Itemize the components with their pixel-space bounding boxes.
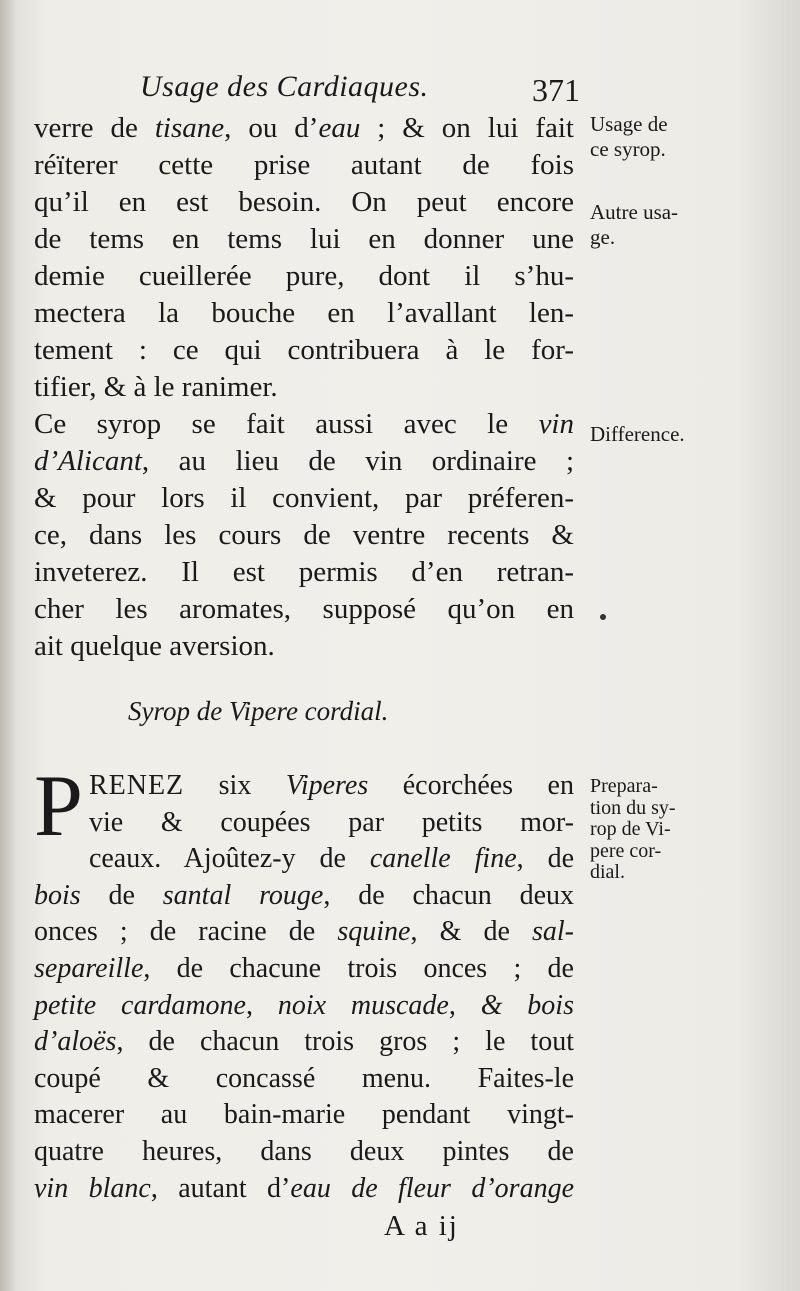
text-line	[34, 147, 574, 184]
text-line	[34, 841, 574, 878]
text-line	[34, 480, 574, 517]
margin-note-line: ge.	[590, 225, 616, 249]
text-run: onces ; de racine de	[34, 916, 338, 948]
text-run: verre de	[34, 112, 155, 144]
drop-cap: P	[34, 758, 83, 855]
text-line	[34, 554, 574, 591]
text-run: ce, dans les cours de ventre recents &	[34, 519, 574, 551]
text-run: ,	[448, 989, 481, 1021]
text-run: de	[80, 879, 163, 911]
text-line	[34, 878, 574, 915]
text-run: six	[184, 770, 286, 801]
margin-note-line: Usage de	[590, 112, 668, 136]
text-line	[34, 517, 574, 554]
text-line	[34, 443, 574, 480]
text-line	[34, 1134, 574, 1171]
text-run: qu’il en est besoin. On peut encore	[34, 186, 574, 218]
text-run: , au lieu de vin ordinaire ;	[141, 445, 574, 477]
text-line	[34, 1171, 574, 1208]
text-run: quatre heures, dans deux pintes de	[34, 1135, 574, 1167]
italic-run: petite cardamone	[34, 989, 246, 1021]
italic-run: & bois	[480, 989, 574, 1021]
text-line	[34, 258, 574, 295]
text-line	[34, 110, 574, 147]
text-line	[34, 591, 574, 628]
text-run: inveterez. Il est permis d’en retran-	[34, 556, 574, 588]
italic-run: canelle fine	[369, 843, 517, 875]
text-run: réïterer cette prise autant de fois	[34, 149, 574, 181]
text-line	[34, 295, 574, 332]
text-line	[34, 805, 574, 842]
margin-note-other-usage	[590, 200, 678, 250]
running-title: Usage des Cardiaques.	[140, 70, 429, 103]
italic-run: Viperes	[285, 770, 369, 801]
text-run: Ce syrop se fait aussi avec le	[34, 408, 539, 440]
text-run: ,	[245, 989, 278, 1021]
italic-run: noix muscade	[277, 989, 449, 1021]
margin-note-line: Prepara-	[590, 775, 658, 797]
paragraph-2	[34, 406, 574, 665]
margin-note-line: ce syrop.	[590, 137, 666, 161]
italic-run: d’Alicant	[34, 445, 142, 477]
text-line	[34, 988, 574, 1025]
italic-run: tisane	[154, 112, 225, 144]
text-line	[34, 369, 574, 406]
text-run: , autant d’	[150, 1172, 291, 1204]
margin-note-preparation	[590, 776, 676, 884]
text-run: mectera la bouche en l’avallant len-	[34, 297, 574, 329]
italic-run: eau de fleur d’orange	[290, 1172, 574, 1204]
italic-run: vin	[538, 408, 574, 440]
text-run: écorchées en	[368, 770, 574, 801]
text-line	[34, 1061, 574, 1098]
margin-note-difference	[590, 422, 685, 447]
italic-run: d’aloës	[34, 1026, 117, 1058]
text-run: & pour lors il convient, par préferen-	[34, 482, 574, 514]
text-line	[34, 221, 574, 258]
text-run: tifier, & à le ranimer.	[34, 371, 278, 403]
running-header	[140, 70, 580, 114]
italic-run: santal rouge	[162, 879, 324, 911]
text-run: , de chacune trois onces ; de	[143, 952, 574, 984]
paragraph-3-lines	[34, 758, 574, 1207]
text-run: vie & coupées par petits mor-	[88, 806, 574, 838]
text-run: , ou d’	[224, 112, 319, 144]
italic-run: separeille	[34, 952, 144, 984]
italic-run: vin blanc	[34, 1172, 151, 1204]
margin-note-line: dial.	[590, 861, 625, 883]
text-run: , de chacun deux	[323, 879, 574, 911]
margin-note-line: rop de Vi-	[590, 818, 671, 840]
margin-note-line: Difference.	[590, 422, 685, 446]
margin-note-line: tion du sy-	[590, 796, 676, 819]
gutter-shadow	[0, 0, 16, 1291]
ink-speck	[600, 614, 606, 620]
text-run: demie cueillerée pure, dont il s’hu-	[34, 260, 574, 292]
text-run: ; & on lui fait	[360, 112, 574, 144]
italic-run: sal-	[532, 916, 574, 948]
text-line	[34, 406, 574, 443]
text-line	[34, 914, 574, 951]
text-run: ceaux. Ajoûtez-y de	[88, 843, 370, 875]
margin-note-line: Autre usa-	[590, 200, 679, 224]
text-run: coupé & concassé menu. Faites-le	[34, 1062, 574, 1094]
text-line	[34, 184, 574, 221]
italic-run: squine	[337, 916, 411, 948]
text-line	[34, 1097, 574, 1134]
text-run: , de	[516, 843, 574, 875]
small-caps-word: RENEZ	[88, 770, 185, 801]
page-number: 371	[532, 72, 580, 108]
text-run: macerer au bain-marie pendant vingt-	[34, 1099, 574, 1131]
signature-mark: A a ij	[384, 1210, 459, 1242]
text-run: , & de	[410, 916, 532, 948]
text-line	[34, 768, 574, 805]
text-line	[34, 1024, 574, 1061]
text-run: ait quelque aversion.	[34, 630, 275, 662]
margin-note-usage	[590, 112, 668, 162]
text-run: , de chacun trois gros ; le tout	[116, 1026, 574, 1058]
text-run: cher les aromates, supposé qu’on en	[34, 593, 574, 625]
italic-run: eau	[318, 112, 361, 144]
italic-run: bois	[34, 879, 81, 911]
section-heading: Syrop de Vipere cordial.	[128, 696, 389, 726]
paragraph-1	[34, 110, 574, 406]
text-line	[34, 332, 574, 369]
paragraph-3	[34, 758, 574, 1207]
text-run: de tems en tems lui en donner une	[34, 223, 574, 255]
text-run: tement : ce qui contribuera à le for-	[34, 334, 574, 366]
text-line	[34, 628, 574, 665]
margin-note-line: pere cor-	[590, 839, 662, 862]
text-line	[34, 951, 574, 988]
